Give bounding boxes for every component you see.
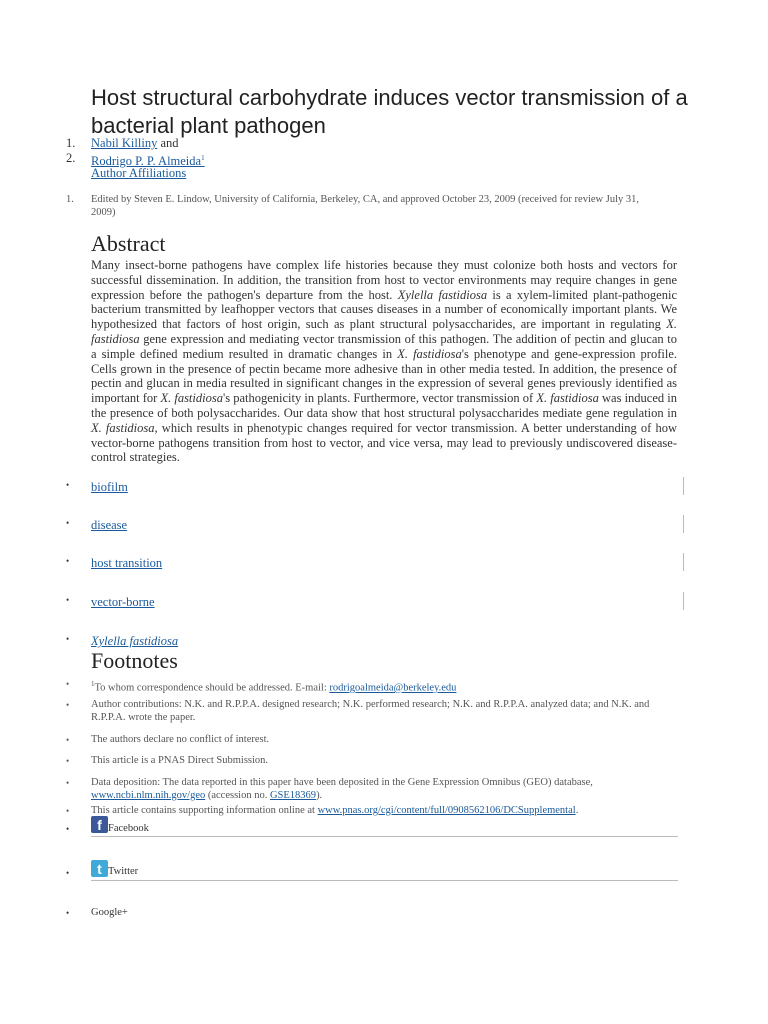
- bullet-icon: •: [66, 824, 70, 834]
- author-link-killiny[interactable]: Nabil Killiny: [91, 136, 158, 150]
- footnote-item: [66, 699, 686, 724]
- twitter-icon[interactable]: t: [91, 860, 108, 877]
- author-number: 2.: [66, 151, 76, 165]
- keyword-link-xylella[interactable]: Xylella fastidiosa: [91, 634, 179, 648]
- divider: [683, 477, 684, 495]
- footnote-item: [66, 734, 686, 747]
- bullet-icon: •: [66, 634, 70, 644]
- footnote-text: This article contains supporting information online at: [91, 805, 318, 816]
- abstract-species: X. fastidiosa: [536, 391, 599, 406]
- footnote-item: [66, 678, 686, 695]
- abstract-text: 's phenotype and gene-expression profile. Cells grown in the presence of pectin became more adhesive than in other media tested. In addition, the presence of pectin and glucan in media resulted in significant changes in the expression of several genes previously identified as important for: [91, 346, 677, 406]
- divider: [91, 880, 678, 881]
- edited-number: 1.: [66, 194, 74, 205]
- bullet-icon: •: [66, 868, 70, 878]
- bullet-icon: •: [66, 518, 70, 528]
- author-name: Rodrigo P. P. Almeida: [91, 154, 202, 169]
- bullet-icon: •: [66, 556, 70, 566]
- footnote-text: ).: [316, 789, 323, 801]
- bullet-icon: •: [66, 679, 70, 689]
- bullet-icon: •: [66, 595, 70, 605]
- share-google[interactable]: [66, 907, 678, 923]
- footnote-item: [66, 777, 686, 802]
- accession-link[interactable]: GSE18369: [269, 789, 317, 801]
- footnotes-heading: Footnotes: [91, 648, 178, 673]
- author-suffix: and: [157, 136, 179, 150]
- divider: [683, 515, 684, 533]
- abstract-text: 's pathogenicity in plants. Furthermore, vector transmission of: [222, 391, 537, 406]
- twitter-label[interactable]: Twitter: [108, 866, 139, 877]
- email-link[interactable]: rodrigoalmeida@berkeley.edu: [329, 682, 457, 694]
- abstract-species: Xylella fastidiosa: [397, 287, 488, 302]
- abstract-text: Many insect-borne pathogens have complex life histories because they must colonize both hosts and vectors for successful dissemination. In addition, the transition from host to vector environments may require changes in gene expression before the pathogen's departure from the host.: [91, 258, 677, 302]
- share-facebook[interactable]: [66, 816, 678, 840]
- edited-text: Edited by Steven E. Lindow, University of California, Berkeley, CA, and approved October 23, 2009 (received for review July 31, 2009): [91, 194, 639, 218]
- bullet-icon: •: [66, 908, 70, 918]
- bullet-icon: •: [66, 806, 70, 816]
- footnote-correspondence: To whom correspondence should be addressed. E-mail:: [94, 682, 330, 694]
- author-affiliations-link[interactable]: Author Affiliations: [91, 166, 187, 180]
- share-twitter[interactable]: [66, 860, 678, 884]
- divider: [683, 592, 684, 610]
- bullet-icon: •: [66, 778, 70, 788]
- bullet-icon: •: [66, 480, 70, 490]
- abstract-species: X. fastidiosa: [397, 346, 462, 361]
- keyword-link-vector-borne[interactable]: vector-borne: [91, 595, 155, 609]
- abstract-heading: Abstract: [91, 231, 166, 256]
- bullet-icon: •: [66, 756, 70, 766]
- bullet-icon: •: [66, 700, 70, 710]
- abstract-species: X. fastidiosa: [160, 391, 223, 406]
- abstract-text: is a xylem-limited plant-pathogenic bacterium transmitted by leafhopper vectors that causes diseases in a number of economically important plants. We hypothesized that factors of host origin, such as plant structural polysaccharides, are important in regulating: [91, 287, 677, 332]
- keyword-link-host-transition[interactable]: host transition: [91, 556, 163, 570]
- geo-link[interactable]: www.ncbi.nlm.nih.gov/geo: [91, 789, 206, 801]
- footnote-conflict: The authors declare no conflict of interest.: [91, 734, 270, 745]
- abstract-body: [91, 258, 677, 465]
- keyword-link-disease[interactable]: disease: [91, 518, 128, 532]
- footnote-text: Data deposition: The data reported in this paper have been deposited in the Gene Expression Omnibus (GEO) database,: [91, 777, 593, 788]
- article-title: Host structural carbohydrate induces vector transmission of a bacterial plant pathogen: [91, 85, 688, 138]
- author-sup: 1: [201, 154, 205, 162]
- divider: [91, 836, 678, 837]
- abstract-species: X. fastidiosa: [91, 317, 677, 346]
- edited-note: [66, 194, 666, 219]
- footnote-text: .: [575, 805, 579, 816]
- abstract-text: was induced in the presence of both polysaccharides. Our data show that host structural polysaccharides mediate gene regulation in: [91, 391, 677, 420]
- footnote-sup: 1: [91, 680, 95, 688]
- footnote-contributions: Author contributions: N.K. and R.P.P.A. designed research; N.K. performed research; N.K. and R.P.P.A. analyzed data; and N.K. and R.P.P.A. wrote the paper.: [91, 699, 650, 723]
- abstract-text: gene expression and mediating vector transmission of this pathogen. The addition of pectin and glucan to a simple defined medium resulted in dramatic changes in: [91, 331, 677, 361]
- divider: [683, 553, 684, 571]
- footnote-item: [66, 755, 686, 768]
- bullet-icon: •: [66, 735, 70, 745]
- author-row: [66, 136, 205, 151]
- footnote-text: [91, 678, 686, 695]
- abstract-text: , which results in phenotypic changes required for vector transmission. A better understanding of how vector-borne pathogens transition from host to vector, and vice versa, may lead to previously undiscovered disease-control strategies.: [91, 420, 677, 465]
- google-label[interactable]: Google+: [91, 907, 128, 918]
- author-number: 1.: [66, 136, 76, 150]
- facebook-label[interactable]: Facebook: [108, 823, 149, 834]
- keyword-link-biofilm[interactable]: biofilm: [91, 480, 128, 494]
- footnote-direct: This article is a PNAS Direct Submission.: [91, 755, 269, 766]
- author-list: [66, 136, 205, 169]
- footnote-deposition: [91, 777, 611, 802]
- facebook-icon[interactable]: f: [91, 816, 108, 833]
- footnote-text: (accession no.: [205, 789, 270, 801]
- abstract-species: X. fastidiosa: [91, 420, 155, 435]
- supplemental-link[interactable]: www.pnas.org/cgi/content/full/0908562106/DCSupplemental: [317, 805, 576, 816]
